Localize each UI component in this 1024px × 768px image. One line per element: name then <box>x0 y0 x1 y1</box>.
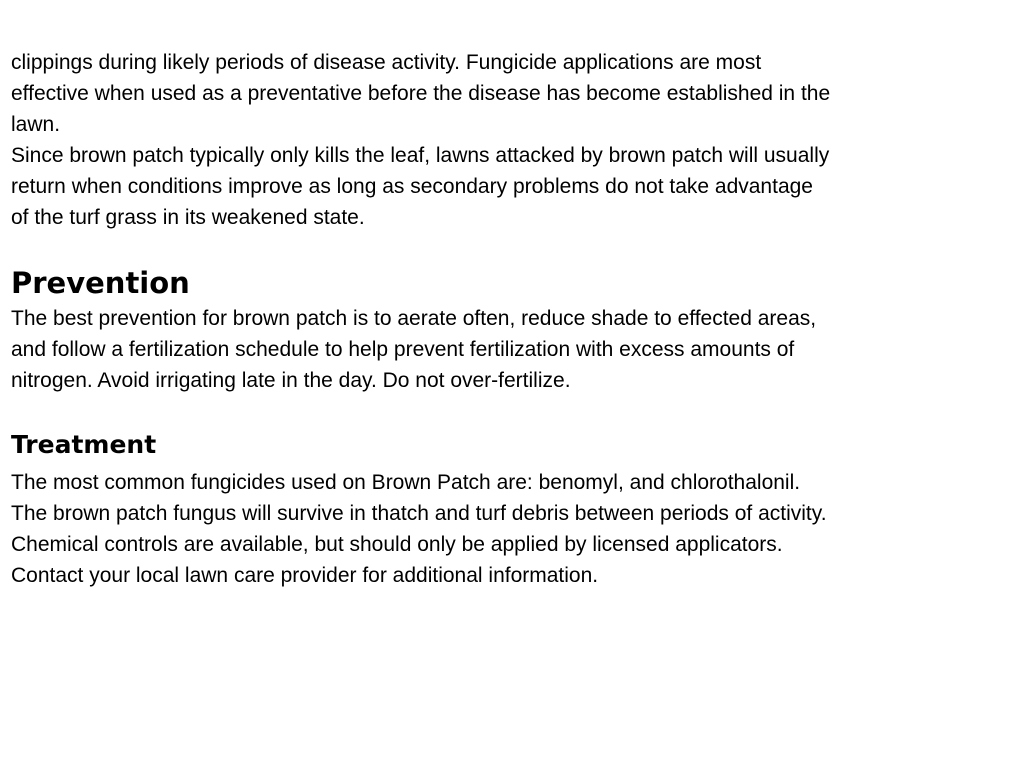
intro-line: return when conditions improve as long as secondary problems do not take advantage <box>11 175 813 198</box>
intro-line: effective when used as a preventative before the disease has become established in the <box>11 82 831 105</box>
intro-section <box>11 47 1016 233</box>
prevention-heading: Prevention <box>11 266 190 300</box>
intro-line: clippings during likely periods of disease activity. Fungicide applications are most <box>11 51 762 74</box>
treatment-heading: Treatment <box>11 430 157 459</box>
prevention-section <box>11 303 1016 396</box>
intro-line: lawn. <box>11 113 61 136</box>
treatment-section <box>11 467 1016 591</box>
treatment-line: Contact your local lawn care provider for additional information. <box>11 564 599 587</box>
intro-line: Since brown patch typically only kills the leaf, lawns attacked by brown patch will usually <box>11 144 830 167</box>
prevention-line: and follow a fertilization schedule to help prevent fertilization with excess amounts of <box>11 338 795 361</box>
prevention-line: nitrogen. Avoid irrigating late in the day. Do not over-fertilize. <box>11 369 571 392</box>
treatment-line: The brown patch fungus will survive in thatch and turf debris between periods of activity. <box>11 502 827 525</box>
treatment-line: Chemical controls are available, but should only be applied by licensed applicators. <box>11 533 783 556</box>
treatment-line: The most common fungicides used on Brown Patch are: benomyl, and chlorothalonil. <box>11 471 801 494</box>
intro-line: of the turf grass in its weakened state. <box>11 206 365 229</box>
prevention-line: The best prevention for brown patch is to aerate often, reduce shade to effected areas, <box>11 307 817 330</box>
